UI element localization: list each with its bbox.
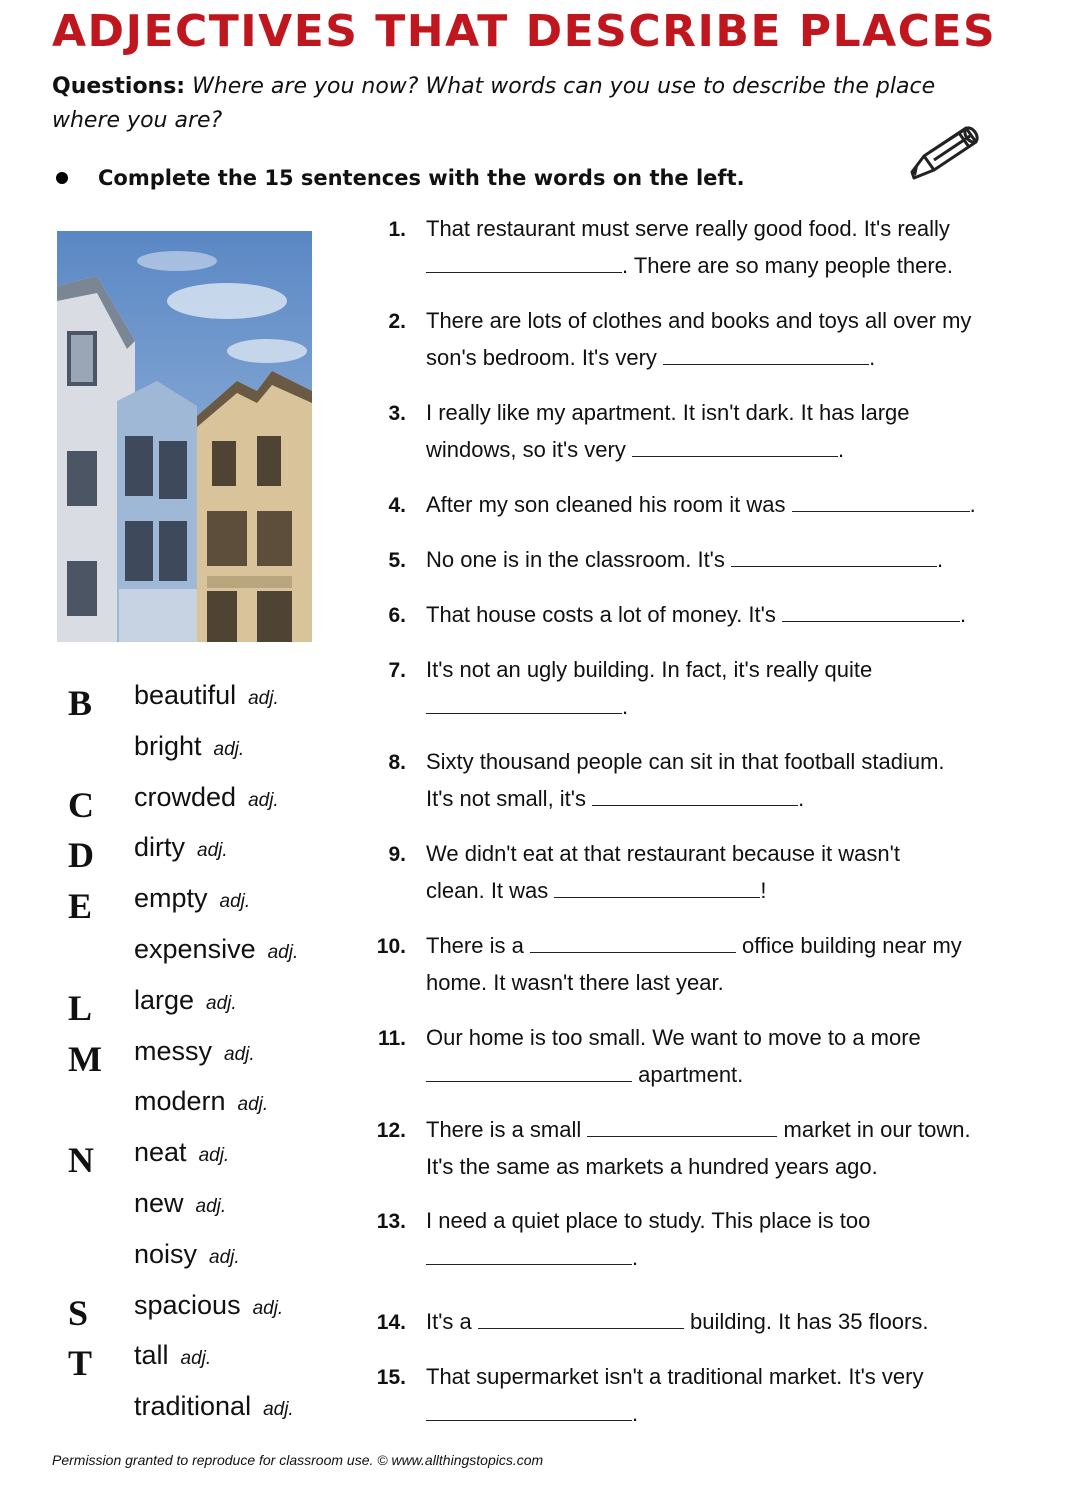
word-bank-letter: N (68, 1140, 94, 1181)
sentence-text: It's a (426, 1309, 478, 1334)
sentence-line (426, 786, 804, 812)
answer-blank[interactable] (632, 438, 838, 457)
sentence-text: . (969, 492, 976, 517)
page-title: ADJECTIVES THAT DESCRIBE PLACES (52, 6, 997, 57)
sentence-number: 12. (376, 1119, 406, 1142)
word-bank-word (134, 832, 228, 863)
word-text: beautiful (134, 680, 237, 710)
word-bank-letter: E (68, 886, 93, 927)
part-of-speech: adj. (195, 1195, 227, 1217)
sentence-number: 9. (388, 843, 406, 866)
answer-blank[interactable] (426, 1246, 632, 1265)
sentence-text: That supermarket isn't a traditional market. It's very (426, 1364, 924, 1389)
word-bank-word (134, 782, 279, 813)
building-photo (57, 231, 312, 642)
word-bank-word (134, 985, 237, 1016)
sentence-text: office building near my (735, 933, 962, 958)
sentence-line (426, 878, 767, 904)
sentence-text: ! (760, 878, 767, 903)
part-of-speech: adj. (252, 1297, 284, 1319)
sentence-line (426, 345, 875, 371)
word-bank-word (134, 731, 244, 762)
sentence-line (426, 694, 628, 720)
sentence-line (426, 1364, 923, 1390)
instruction-text: Complete the 15 sentences with the words on the left. (98, 166, 745, 190)
word-bank-word (134, 1137, 229, 1168)
part-of-speech: adj. (209, 1246, 240, 1268)
sentence-number: 3. (388, 402, 406, 425)
sentence-number: 13. (376, 1210, 406, 1233)
sentence-text: It's not small, it's (426, 786, 593, 811)
sentence-text: windows, so it's very (426, 437, 632, 462)
word-bank-item (60, 1129, 350, 1180)
word-bank-item (60, 1282, 350, 1333)
word-bank-letter: D (68, 835, 94, 876)
sentence-text: It's not an ugly building. In fact, it's really quite (426, 657, 873, 682)
answer-blank[interactable] (530, 934, 736, 953)
word-bank-letter: B (68, 683, 93, 723)
questions-text: Where are you now? What words can you use to describe the place where you are? (52, 74, 936, 133)
sentence-number: 15. (376, 1366, 406, 1389)
sentence-text: . (869, 345, 876, 370)
sentence-text: . There are so many people there. (622, 253, 954, 278)
sentence-text: No one is in the classroom. It's (426, 547, 731, 572)
sentence-line (426, 749, 945, 775)
word-text: messy (134, 1035, 213, 1066)
word-text: new (134, 1187, 184, 1218)
sentence-text: son's bedroom. It's very (426, 345, 664, 370)
sentence-text: . (837, 437, 845, 462)
answer-blank[interactable] (426, 254, 622, 273)
word-bank-item (60, 1383, 350, 1434)
answer-blank[interactable] (587, 1118, 777, 1137)
part-of-speech: adj. (197, 840, 228, 862)
sentence-text: clean. It was (426, 878, 555, 903)
word-bank-letter: C (68, 784, 94, 825)
word-bank-word (134, 1086, 268, 1117)
word-bank-letter: T (68, 1343, 93, 1384)
sentence-text: . (632, 1245, 639, 1270)
sentence-text: market in our town. (777, 1117, 971, 1142)
sentence-number: 5. (388, 549, 406, 572)
sentence-text: Sixty thousand people can sit in that football stadium. (426, 749, 945, 774)
word-bank-item (60, 723, 350, 774)
sentence-line (426, 1245, 638, 1271)
part-of-speech: adj. (213, 738, 245, 760)
answer-blank[interactable] (663, 346, 869, 365)
word-bank-item (60, 1078, 350, 1129)
part-of-speech: adj. (237, 1094, 269, 1116)
word-bank-word (134, 680, 279, 711)
sentence-number: 10. (376, 935, 406, 958)
sentence-text: building. It has 35 floors. (683, 1309, 929, 1334)
part-of-speech: adj. (263, 1399, 294, 1421)
word-text: tall (134, 1340, 169, 1371)
word-bank-word (134, 1036, 255, 1067)
part-of-speech: adj. (206, 992, 237, 1014)
word-bank-item (60, 1231, 350, 1282)
word-text: modern (134, 1086, 226, 1117)
sentence-text: That restaurant must serve really good food. It's really (426, 216, 950, 241)
sentence-text: . (622, 694, 629, 719)
answer-blank[interactable] (592, 787, 798, 806)
word-text: noisy (134, 1238, 198, 1269)
answer-blank[interactable] (478, 1310, 684, 1329)
sentence-text: . (937, 547, 944, 572)
sentence-text: Our home is too small. We want to move to a more (426, 1025, 921, 1050)
answer-blank[interactable] (426, 695, 622, 714)
sentence-text: There is a small (426, 1117, 588, 1142)
sentence-text: . (959, 602, 967, 627)
word-text: neat (134, 1137, 187, 1168)
word-bank-item (60, 875, 350, 926)
sentence-text: I really like my apartment. It isn't dark. It has large (426, 400, 910, 425)
sentence-text: home. It wasn't there last year. (426, 970, 724, 995)
word-bank-word (134, 1391, 294, 1422)
part-of-speech: adj. (248, 789, 279, 811)
sentence-line (426, 1117, 971, 1143)
sentence-line (426, 1154, 878, 1180)
part-of-speech: adj. (219, 891, 251, 913)
word-bank-word (134, 934, 298, 965)
sentence-text: There is a (426, 933, 530, 958)
sentence-number: 8. (388, 751, 406, 774)
part-of-speech: adj. (198, 1145, 230, 1167)
word-bank-letter: S (68, 1292, 89, 1333)
word-text: spacious (134, 1289, 241, 1320)
sentence-line (426, 933, 962, 959)
part-of-speech: adj. (267, 941, 299, 963)
footer-note: Permission granted to reproduce for classroom use. © www.allthingstopics.com (52, 1452, 544, 1468)
sentence-line (426, 1062, 743, 1088)
part-of-speech: adj. (224, 1043, 255, 1065)
sentence-number: 7. (388, 659, 406, 682)
word-bank-item (60, 774, 350, 825)
sentence-text: We didn't eat at that restaurant because it wasn't (426, 841, 900, 866)
sentence-number: 2. (388, 310, 406, 333)
sentence-line (426, 547, 943, 573)
word-bank-letter: L (68, 987, 93, 1028)
word-bank-item (60, 1180, 350, 1231)
sentence-line (426, 1309, 928, 1335)
word-bank-item (60, 672, 350, 723)
sentence-line (426, 308, 971, 334)
answer-blank[interactable] (426, 1063, 632, 1082)
bullet-icon (56, 172, 68, 184)
part-of-speech: adj. (180, 1348, 212, 1370)
sentence-number: 1. (388, 218, 406, 241)
word-bank-word (134, 883, 250, 914)
sentence-line (426, 1208, 870, 1234)
sentence-text: apartment. (632, 1062, 744, 1087)
sentence-number: 14. (376, 1311, 406, 1334)
questions-label: Questions: (52, 74, 186, 99)
word-bank-word (134, 1340, 211, 1371)
sentence-line (426, 657, 872, 683)
word-bank-item (60, 1028, 350, 1079)
word-text: large (134, 984, 195, 1015)
sentence-line (426, 216, 950, 242)
sentence-number: 4. (388, 494, 406, 517)
part-of-speech: adj. (248, 688, 279, 709)
word-bank-word (134, 1188, 226, 1219)
sentence-line (426, 253, 953, 279)
answer-blank[interactable] (792, 493, 970, 512)
sentence-number: 11. (377, 1027, 406, 1050)
sentence-line (426, 1025, 921, 1051)
word-text: crowded (134, 781, 237, 812)
word-bank-item (60, 824, 350, 875)
sentence-text: There are lots of clothes and books and toys all over my (426, 308, 972, 333)
word-bank-item (60, 1332, 350, 1383)
answer-blank[interactable] (731, 548, 937, 567)
sentence-line (426, 400, 910, 426)
sentence-line (426, 1401, 638, 1427)
sentence-line (426, 437, 844, 463)
word-text: empty (134, 883, 208, 914)
sentence-line (426, 602, 966, 628)
sentence-text: . (798, 786, 805, 811)
sentence-line (426, 970, 724, 996)
word-text: traditional (134, 1391, 252, 1422)
answer-blank[interactable] (426, 1402, 632, 1421)
sentence-line (426, 841, 900, 867)
word-bank-letter: M (68, 1038, 102, 1079)
sentence-number: 6. (388, 604, 406, 627)
sentences-list (370, 0, 1020, 1450)
word-text: bright (134, 730, 202, 761)
sentence-text: It's the same as markets a hundred years ago. (426, 1154, 878, 1179)
word-bank-word (134, 1290, 283, 1321)
sentence-text: That house costs a lot of money. It's (426, 602, 782, 627)
word-text: expensive (134, 933, 256, 964)
answer-blank[interactable] (782, 603, 960, 622)
sentence-text: I need a quiet place to study. This place is too (426, 1208, 871, 1233)
word-bank (60, 672, 350, 1434)
sentence-text: . (632, 1401, 639, 1426)
answer-blank[interactable] (554, 879, 760, 898)
sentence-line (426, 492, 976, 518)
word-bank-item (60, 926, 350, 977)
word-bank-word (134, 1239, 240, 1270)
sentence-text: After my son cleaned his room it was (426, 492, 792, 517)
word-bank-item (60, 977, 350, 1028)
word-text: dirty (134, 832, 186, 863)
